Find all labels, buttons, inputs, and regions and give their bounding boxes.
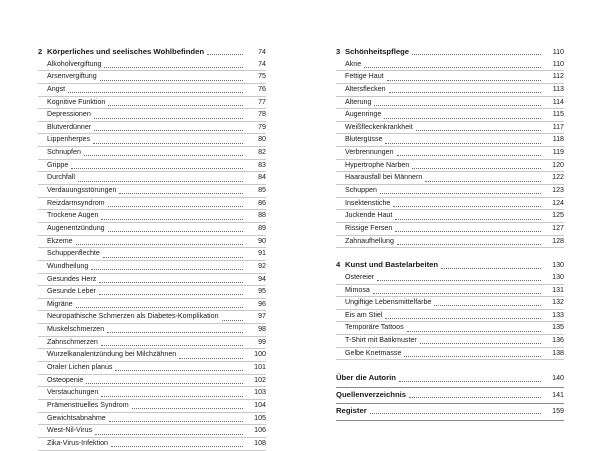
page-number: 130 [552, 272, 564, 281]
page-number: 122 [552, 173, 564, 182]
page-number: 76 [258, 84, 266, 93]
page-number: 124 [552, 198, 564, 207]
toc-entry[interactable] [38, 172, 266, 185]
entry-label: Juckende Haut [345, 211, 393, 220]
toc-entry[interactable] [38, 248, 266, 261]
page-number: 92 [258, 261, 266, 270]
page-number: 123 [552, 186, 564, 195]
toc-entry[interactable] [38, 362, 266, 375]
entry-label: Rissige Fersen [345, 223, 393, 232]
dot-leader [420, 342, 541, 344]
toc-entry[interactable] [38, 134, 266, 147]
entry-label: Lippenherpes [47, 135, 90, 144]
toc-entry[interactable] [336, 335, 564, 348]
toc-entry[interactable] [38, 84, 266, 97]
toc-entry[interactable] [38, 311, 266, 324]
section-gap [336, 360, 564, 371]
page-number: 119 [552, 148, 564, 157]
page-number: 133 [552, 310, 564, 319]
toc-entry[interactable] [336, 236, 564, 249]
toc-entry[interactable] [336, 97, 564, 110]
toc-entry[interactable] [336, 134, 564, 147]
toc-entry[interactable] [336, 297, 564, 310]
dot-leader [441, 267, 541, 269]
entry-label: Muskelschmerzen [47, 325, 105, 334]
dot-leader [68, 91, 243, 93]
dot-leader [108, 205, 243, 207]
dot-leader [107, 331, 243, 333]
dot-leader [393, 205, 541, 207]
page-number: 104 [254, 400, 266, 409]
page-number: 79 [258, 122, 266, 131]
toc-entry[interactable] [38, 413, 266, 426]
page-number: 97 [258, 312, 266, 321]
dot-leader [104, 66, 243, 68]
page-number: 141 [552, 390, 564, 399]
dot-leader [94, 117, 243, 119]
dot-leader [384, 117, 541, 119]
toc-entry[interactable] [336, 71, 564, 84]
dot-leader [78, 180, 243, 182]
entry-label: Depressionen [47, 110, 91, 119]
toc-entry[interactable] [38, 400, 266, 413]
entry-label: Augenringe [345, 110, 382, 119]
toc-entry[interactable] [336, 59, 564, 72]
page-number: 128 [552, 236, 564, 245]
page-number: 113 [552, 84, 564, 93]
dot-leader [377, 279, 541, 281]
entry-label: Fettige Haut [345, 72, 384, 81]
dot-leader [370, 412, 541, 414]
dot-leader [399, 380, 541, 382]
toc-entry[interactable] [38, 122, 266, 135]
entry-label: Verstauchungen [47, 388, 99, 397]
dot-leader [395, 218, 541, 220]
entry-label: Gewichtsabnahme [47, 413, 106, 422]
dot-leader [409, 396, 541, 398]
entry-label: Durchfall [47, 173, 75, 182]
entry-label: Angst [47, 84, 66, 93]
toc-section[interactable] [336, 371, 564, 384]
entry-label: Register [336, 406, 367, 416]
chapter-gap [336, 248, 564, 259]
page-number: 102 [254, 375, 266, 384]
entry-label: Insektenstiche [345, 198, 391, 207]
toc-entry[interactable] [38, 59, 266, 72]
dot-leader [101, 395, 243, 397]
page-number: 136 [552, 336, 564, 345]
page-number: 86 [258, 198, 266, 207]
toc-entry[interactable] [38, 210, 266, 223]
dot-leader [71, 167, 243, 169]
dot-leader [364, 66, 541, 68]
dot-leader [115, 369, 243, 371]
entry-label: Migräne [47, 299, 73, 308]
toc-entry[interactable] [38, 387, 266, 400]
chapter-heading[interactable] [38, 46, 266, 58]
toc-entry[interactable] [38, 324, 266, 337]
page-number: 99 [258, 337, 266, 346]
toc-entry[interactable] [336, 310, 564, 323]
toc-entry[interactable] [336, 322, 564, 335]
page-number: 110 [552, 48, 564, 56]
toc-entry[interactable] [38, 274, 266, 287]
page-number: 85 [258, 186, 266, 195]
toc-entry[interactable] [336, 185, 564, 198]
dot-leader [222, 319, 243, 321]
page-number: 101 [254, 363, 266, 372]
page-number: 114 [552, 97, 564, 106]
page-number: 120 [552, 160, 564, 169]
dot-leader [397, 243, 541, 245]
toc-right-column [336, 46, 564, 421]
toc-section[interactable] [336, 404, 564, 417]
entry-label: Gesunde Leber [47, 287, 96, 296]
entry-label: Wundheilung [47, 261, 89, 270]
entry-label: Augenentzündung [47, 223, 105, 232]
entry-label: Wurzelkanalentzündung bei Milchzähnen [47, 350, 177, 359]
entry-label: Altersflecken [345, 84, 386, 93]
dot-leader [103, 256, 243, 258]
page-number: 74 [258, 48, 266, 56]
dot-leader [111, 445, 243, 447]
page-number: 105 [254, 413, 266, 422]
dot-leader [99, 293, 243, 295]
chapter-number: 4 [336, 260, 341, 270]
entry-label: Schuppenflechte [47, 249, 100, 258]
page-number: 90 [258, 236, 266, 245]
entry-label: T-Shirt mit Batikmuster [345, 336, 417, 345]
entry-label: Gelbe Knetmasse [345, 348, 402, 357]
entry-label: Zahnschmerzen [47, 337, 98, 346]
dot-leader [84, 154, 243, 156]
dot-leader [207, 53, 243, 55]
toc-entry[interactable] [336, 172, 564, 185]
page-number: 80 [258, 135, 266, 144]
dot-leader [179, 357, 243, 359]
page-number: 131 [552, 285, 564, 294]
page-number: 75 [258, 72, 266, 81]
entry-label: Verdauungsstörungen [47, 186, 117, 195]
toc-entry[interactable] [336, 272, 564, 285]
entry-label: Ekzeme [47, 236, 73, 245]
entry-label: Alkoholvergiftung [47, 59, 102, 68]
toc-entry[interactable] [38, 425, 266, 438]
entry-label: West-Nil-Virus [47, 426, 93, 435]
chapter-heading[interactable] [336, 46, 564, 58]
dot-leader [412, 53, 541, 55]
entry-label: Zahnaufhellung [345, 236, 394, 245]
dot-leader [108, 230, 243, 232]
dot-leader [76, 306, 243, 308]
entry-label: Osteopenie [47, 375, 84, 384]
entry-label: Kognitive Funktion [47, 97, 106, 106]
page-number: 140 [552, 374, 564, 383]
entry-label: Reizdarmsyndrom [47, 198, 105, 207]
entry-label: Schnupfen [47, 148, 81, 157]
entry-label: Gesundes Herz [47, 274, 97, 283]
toc-entry[interactable] [38, 223, 266, 236]
dot-leader [91, 268, 243, 270]
toc-entry[interactable] [38, 349, 266, 362]
toc-entry[interactable] [38, 109, 266, 122]
chapter-heading[interactable] [336, 259, 564, 271]
dot-leader [395, 230, 541, 232]
dot-leader [385, 142, 541, 144]
dot-leader [407, 330, 541, 332]
entry-label: Ungiftige Lebensmittelfarbe [345, 298, 432, 307]
dot-leader [387, 79, 541, 81]
toc-entry[interactable] [38, 71, 266, 84]
entry-label: Eis am Stiel [345, 310, 383, 319]
dot-leader [374, 104, 541, 106]
page-number: 135 [552, 323, 564, 332]
page-number: 84 [258, 173, 266, 182]
entry-label: Quellenverzeichnis [336, 389, 407, 399]
entry-label: Weißfleckenkrankheit [345, 122, 413, 131]
page-number: 130 [552, 261, 564, 270]
toc-entry[interactable] [336, 210, 564, 223]
chapter-number: 3 [336, 47, 341, 56]
toc-entry[interactable] [336, 223, 564, 236]
dot-leader [434, 304, 541, 306]
dot-leader [101, 218, 243, 220]
toc-entry[interactable] [38, 337, 266, 350]
dot-leader [404, 355, 541, 357]
dot-leader [93, 142, 243, 144]
entry-label: Akne [345, 59, 362, 68]
dot-leader [380, 192, 541, 194]
entry-label: Neuropathische Schmerzen als Diabetes-Komplikation [47, 312, 219, 321]
section-rule [336, 420, 564, 421]
toc-entry[interactable] [336, 84, 564, 97]
toc-entry[interactable] [38, 185, 266, 198]
dot-leader [100, 79, 243, 81]
toc-entry[interactable] [38, 97, 266, 110]
entry-label: Trockene Augen [47, 211, 99, 220]
toc-entry[interactable] [336, 147, 564, 160]
toc-left-column [38, 46, 266, 451]
entry-label: Schuppen [345, 186, 377, 195]
page-number: 110 [552, 59, 564, 68]
entry-label: Mimosa [345, 285, 370, 294]
dot-leader [425, 180, 541, 182]
page-number: 103 [254, 388, 266, 397]
page-number: 91 [258, 249, 266, 258]
toc-entry[interactable] [38, 286, 266, 299]
dot-leader [397, 154, 541, 156]
toc-section[interactable] [336, 388, 564, 401]
dot-leader [86, 382, 243, 384]
dot-leader [385, 317, 541, 319]
dot-leader [95, 433, 243, 435]
page-number: 89 [258, 223, 266, 232]
page-number: 98 [258, 325, 266, 334]
dot-leader [373, 292, 541, 294]
chapter-title: Kunst und Bastelarbeiten [345, 260, 439, 270]
page-number: 83 [258, 160, 266, 169]
page-number: 125 [552, 211, 564, 220]
dot-leader [76, 243, 243, 245]
page-number: 106 [254, 426, 266, 435]
page-number: 108 [254, 438, 266, 447]
dot-leader [119, 192, 243, 194]
toc-entry[interactable] [38, 375, 266, 388]
chapter-title: Schönheitspflege [345, 47, 410, 56]
entry-label: Blutergüsse [345, 135, 383, 144]
dot-leader [108, 104, 243, 106]
dot-leader [101, 344, 243, 346]
dot-leader [94, 129, 243, 131]
page-number: 82 [258, 148, 266, 157]
page-number: 74 [258, 59, 266, 68]
page-number: 132 [552, 298, 564, 307]
toc-entry[interactable] [336, 109, 564, 122]
dot-leader [99, 281, 243, 283]
dot-leader [389, 91, 541, 93]
page-number: 117 [552, 122, 564, 131]
page-number: 78 [258, 110, 266, 119]
page-number: 77 [258, 97, 266, 106]
chapter-title: Körperliches und seelisches Wohlbefinden [47, 47, 205, 56]
entry-label: Verbrennungen [345, 148, 394, 157]
page-number: 138 [552, 348, 564, 357]
dot-leader [412, 167, 541, 169]
page-number: 159 [552, 407, 564, 416]
entry-label: Hypertrophe Narben [345, 160, 410, 169]
page-number: 100 [254, 350, 266, 359]
page-number: 94 [258, 274, 266, 283]
page-number: 112 [552, 72, 564, 81]
page-number: 118 [552, 135, 564, 144]
dot-leader [109, 420, 243, 422]
entry-label: Oraler Lichen planus [47, 363, 113, 372]
toc-entry[interactable] [336, 160, 564, 173]
entry-label: Grippe [47, 160, 69, 169]
dot-leader [416, 129, 541, 131]
entry-label: Blutverdünner [47, 122, 92, 131]
entry-label: Arsenvergiftung [47, 72, 97, 81]
entry-label: Alterung [345, 97, 372, 106]
page-number: 127 [552, 223, 564, 232]
entry-label: Temporäre Tattoos [345, 323, 404, 332]
entry-label: Prämenstruelles Syndrom [47, 400, 129, 409]
page-number: 88 [258, 211, 266, 220]
toc-entry[interactable] [38, 198, 266, 211]
toc-entry[interactable] [336, 122, 564, 135]
toc-entry[interactable] [336, 348, 564, 361]
toc-entry[interactable] [336, 198, 564, 211]
page-number: 115 [552, 110, 564, 119]
toc-entry[interactable] [38, 236, 266, 249]
entry-label: Haarausfall bei Männern [345, 173, 423, 182]
toc-entry[interactable] [38, 160, 266, 173]
toc-entry[interactable] [38, 299, 266, 312]
dot-leader [132, 407, 243, 409]
entry-label: Über die Autorin [336, 373, 396, 383]
toc-entry[interactable] [38, 261, 266, 274]
page-number: 95 [258, 287, 266, 296]
entry-label: Zika-Virus-Infektion [47, 438, 108, 447]
toc-entry[interactable] [38, 147, 266, 160]
chapter-number: 2 [38, 47, 43, 56]
entry-label: Ostereier [345, 272, 375, 281]
toc-entry[interactable] [336, 285, 564, 298]
page-number: 96 [258, 299, 266, 308]
